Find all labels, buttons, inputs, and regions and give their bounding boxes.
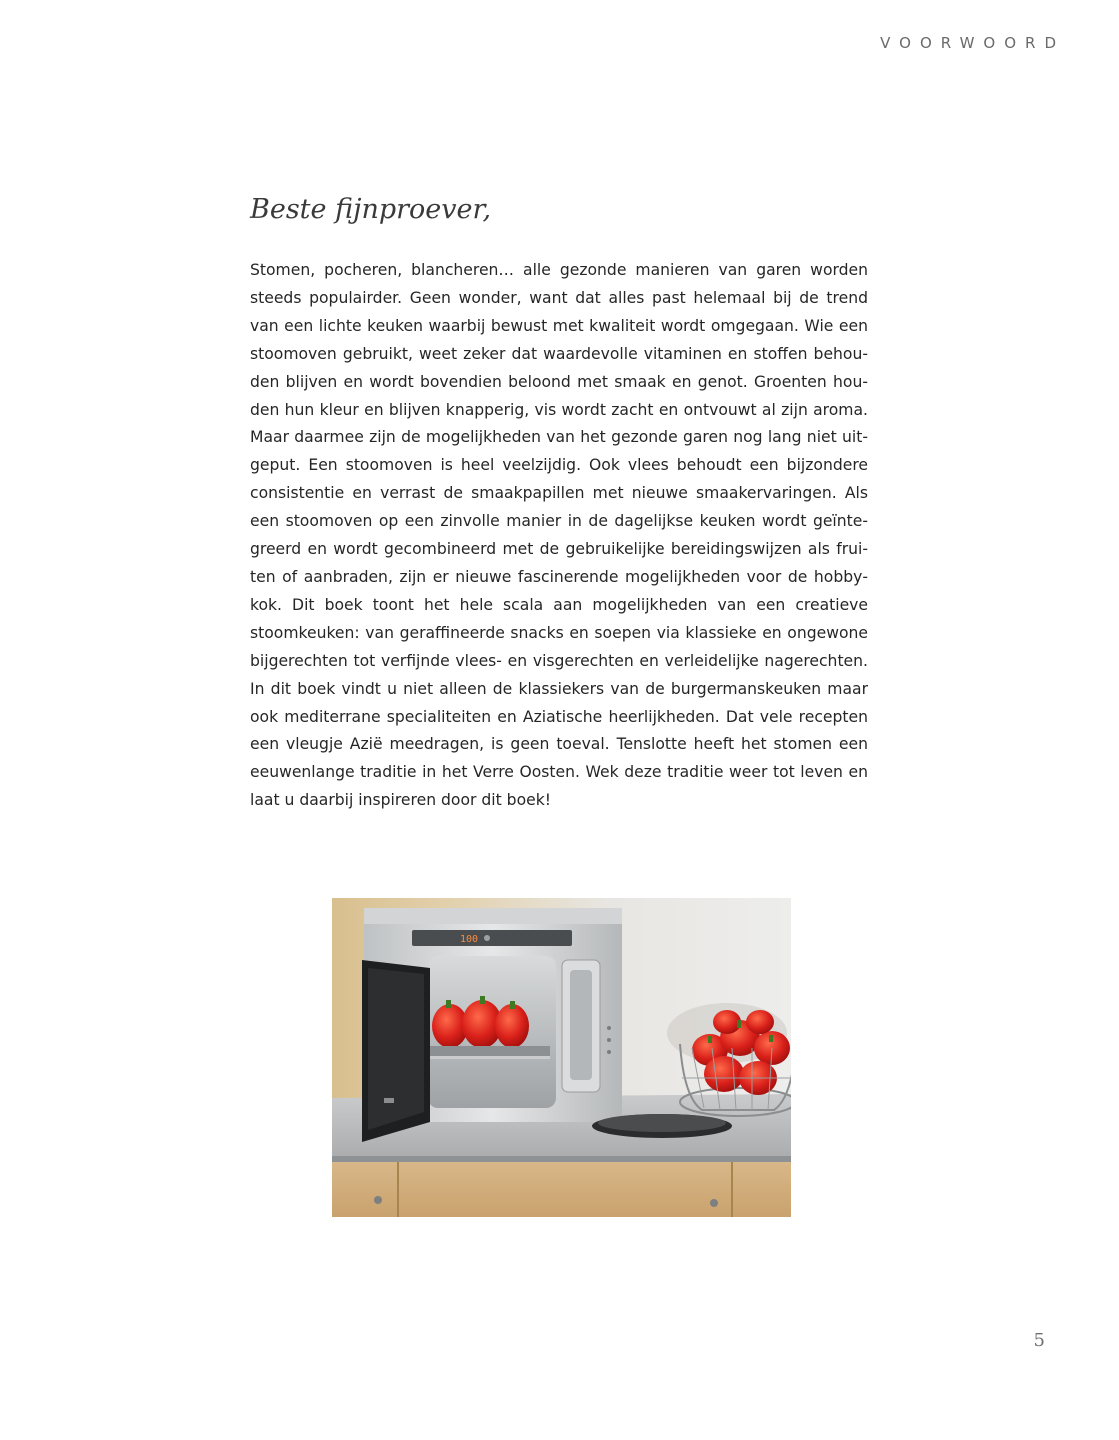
section-label: VOORWOORD xyxy=(880,34,1065,52)
oven-control-panel xyxy=(412,930,572,946)
pepper xyxy=(495,1004,529,1048)
foreword-paragraph: Stomen, pocheren, blancheren… alle gezonde manieren van garen worden steeds populairder. Geen wonder, want dat alles past helemaal bij de trend van een lichte keuken waarbij bewust met kwaliteit wordt omgegaan. Wie een stoomoven gebruikt, weet zeker dat waardevolle vitaminen en stoffen behouden blijven en wordt bovendien beloond met smaak en genot. Groenten houden hun kleur en blijven knapperig, vis wordt zacht en ontvouwt al zijn aroma. Maar daarmee zijn de mogelijkheden van het gezonde garen nog lang niet uitgeput. Een stoomoven is heel veelzijdig. Ook vlees behoudt een bijzondere consistentie en verrast de smaakpapillen met nieuwe smaakervaringen. Als een stoomoven op een zinvolle manier in de dagelijkse keuken wordt geïntegreerd en wordt gecombineerd met de gebruikelijke bereidingswijzen als fruiten of aanbraden, zijn er nieuwe fascinerende mogelijkheden voor de hobbykok. Dit boek toont het hele scala aan mogelijkheden van een creatieve stoomkeuken: van geraffineerde snacks en soepen via klassieke en ongewone bijgerechten tot verfijnde vlees- en visgerechten en verleidelijke nagerechten. In dit boek vindt u niet alleen de klassiekers van de burgermanskeuken maar ook mediterrane specialiteiten en Aziatische heerlijkheden. Dat vele recepten een vleugje Azië meedragen, is geen toeval. Tenslotte heeft het stomen een eeuwenlange traditie in het Verre Oosten. Wek deze traditie weer tot leven en laat u daarbij inspireren door dit boek! xyxy=(250,261,868,810)
cabinet-knob xyxy=(374,1196,382,1204)
oven-display: 100 xyxy=(460,934,479,945)
cabinet-knob xyxy=(710,1199,718,1207)
page-number: 5 xyxy=(1033,1330,1045,1351)
cabinets xyxy=(332,1162,791,1217)
salutation-heading: Beste fijnproever, xyxy=(250,194,492,225)
steam-oven-photo xyxy=(332,898,791,1217)
